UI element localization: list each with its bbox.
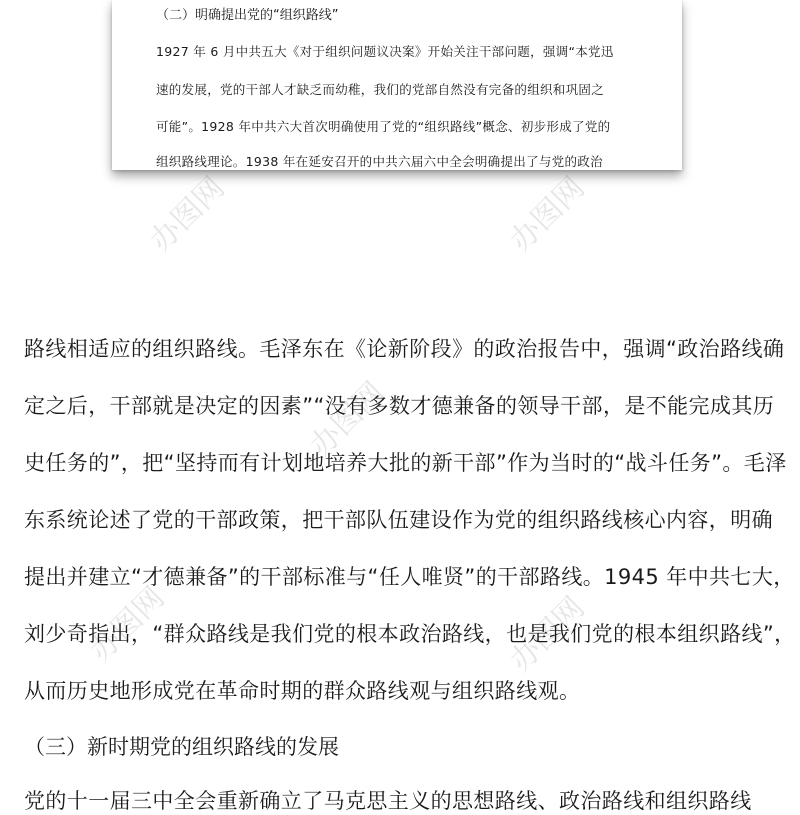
body-text-line: 东系统论述了党的干部政策，把干部队伍建设作为党的组织路线核心内容，明确 — [24, 508, 773, 532]
card-section-heading: （二）明确提出党的“组织路线” — [156, 8, 339, 23]
section-heading: （三）新时期党的组织路线的发展 — [24, 735, 339, 759]
body-text-line: 提出并建立“才德兼备”的干部标准与“任人唯贤”的干部路线。1945 年中共七大， — [24, 565, 795, 589]
card-text-line: 速的发展，党的干部人才缺乏而幼稚，我们的党部自然没有完备的组织和巩固之 — [156, 82, 605, 97]
card-text-line: 1927 年 6 月中共五大《对于组织问题议决案》开始关注干部问题，强调“本党迅 — [156, 44, 614, 59]
watermark: 办图网 — [143, 170, 232, 259]
watermark: 办图网 — [503, 170, 592, 259]
body-text-line: 路线相适应的组织路线。毛泽东在《论新阶段》的政治报告中，强调“政治路线确 — [24, 337, 785, 361]
body-text-line: 定之后，干部就是决定的因素”“没有多数才德兼备的领导干部，是不能完成其历 — [24, 394, 775, 418]
card-text-line: 组织路线理论。1938 年在延安召开的中共六届六中全会明确提出了与党的政治 — [156, 154, 603, 169]
body-text-line: 刘少奇指出，“群众路线是我们党的根本政治路线，也是我们党的根本组织路线”， — [24, 622, 796, 646]
body-text-line: 从而历史地形成党在革命时期的群众路线观与组织路线观。 — [24, 679, 581, 703]
card-text-line: 可能”。1928 年中共六大首次明确使用了党的“组织路线”概念、初步形成了党的 — [156, 119, 611, 134]
body-text-line: 史任务的”，把“坚持而有计划地培养大批的新干部”作为当时的“战斗任务”。毛泽 — [24, 451, 787, 475]
body-text-line: 党的十一届三中全会重新确立了马克思主义的思想路线、政治路线和组织路线 — [24, 789, 752, 813]
watermark: 办图网 — [83, 580, 172, 669]
document-preview-card — [112, 0, 682, 170]
watermark: 办图网 — [303, 375, 392, 464]
watermark: 办图网 — [503, 590, 592, 679]
